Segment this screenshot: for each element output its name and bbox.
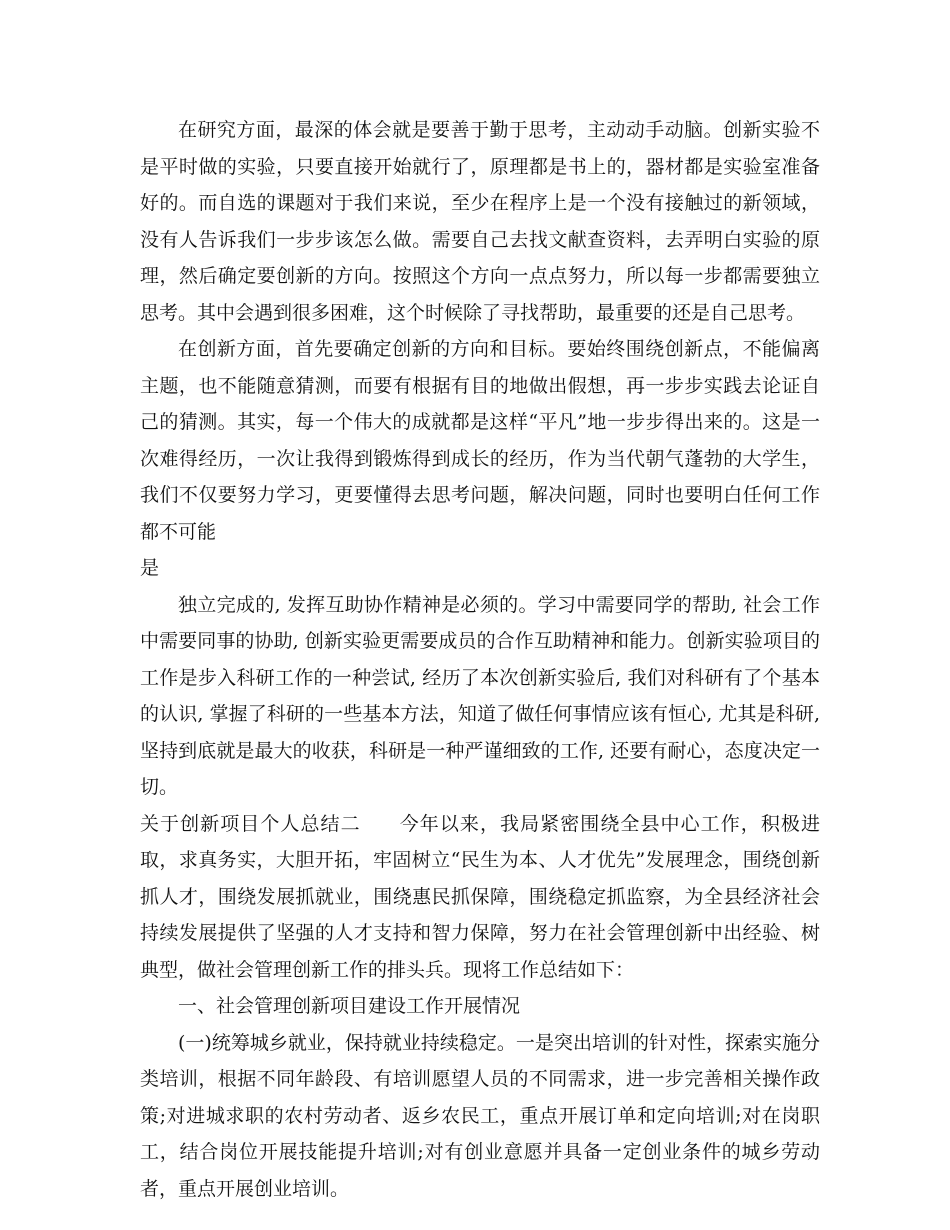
item-one: (一)统筹城乡就业，保持就业持续稳定。一是突出培训的针对性，探索实施分类培训，根据不同年龄段、有培训愿望人员的不同需求，进一步完善相关操作政策;对进城求职的农村劳动者、返乡农民工，重点开展订单和定向培训;对在岗职工，结合岗位开展技能提升培训;对有创业意愿并具备一定创业条件的城乡劳动者，重点开展创业培训。 <box>140 1031 820 1200</box>
heading-one: 一、社会管理创新项目建设工作开展情况 <box>178 995 521 1017</box>
paragraph-innovation: 在创新方面，首先要确定创新的方向和目标。要始终围绕创新点，不能偏离主题，也不能随意猜测，而要有根据有目的地做出假想，再一步步实践去论证自己的猜测。其实，每一个伟大的成就都是这样“平凡”地一步步得出来的。这是一次难得经历，一次让我得到锻炼得到成长的经历，作为当代朝气蓬勃的大学生，我们不仅要努力学习，更要懂得去思考问题，解决问题，同时也要明白任何工作都不可能 <box>140 338 820 543</box>
paragraph-cooperation: 独立完成的, 发挥互助协作精神是必须的。学习中需要同学的帮助, 社会工作中需要同事的协助, 创新实验更需要成员的合作互助精神和能力。创新实验项目的工作是步入科研工作的一种尝试, 经历了本次创新实验后, 我们对科研有了个基本的认识, 掌握了科研的一些基本方法，知道了做任何事情应该有恒心, 尤其是科研, 坚持到底就是最大的收获，科研是一种严谨细致的工作, 还要有耐心，态度决定一切。 <box>140 593 820 798</box>
section-body: 今年以来，我局紧密围绕全县中心工作，积极进取，求真务实，大胆开拓，牢固树立“民生为本、人才优先”发展理念，围绕创新抓人才，围绕发展抓就业，围绕惠民抓保障，围绕稳定抓监察，为全县经济社会持续发展提供了坚强的人才支持和智力保障，努力在社会管理创新中出经验、树典型，做社会管理创新工作的排头兵。现将工作总结如下： <box>140 812 820 981</box>
section-paragraph <box>140 806 820 989</box>
section-title: 关于创新项目个人总结二 <box>140 812 361 835</box>
paragraph-fragment: 是 <box>140 557 160 579</box>
paragraph-research: 在研究方面，最深的体会就是要善于勤于思考，主动动手动脑。创新实验不是平时做的实验，只要直接开始就行了，原理都是书上的，器材都是实验室准备好的。而自选的课题对于我们来说，至少在程序上是一个没有接触过的新领域，没有人告诉我们一步步该怎么做。需要自己去找文献查资料，去弄明白实验的原理，然后确定要创新的方向。按照这个方向一点点努力，所以每一步都需要独立思考。其中会遇到很多困难，这个时候除了寻找帮助，最重要的还是自己思考。 <box>140 119 820 324</box>
document-body <box>140 112 820 1207</box>
